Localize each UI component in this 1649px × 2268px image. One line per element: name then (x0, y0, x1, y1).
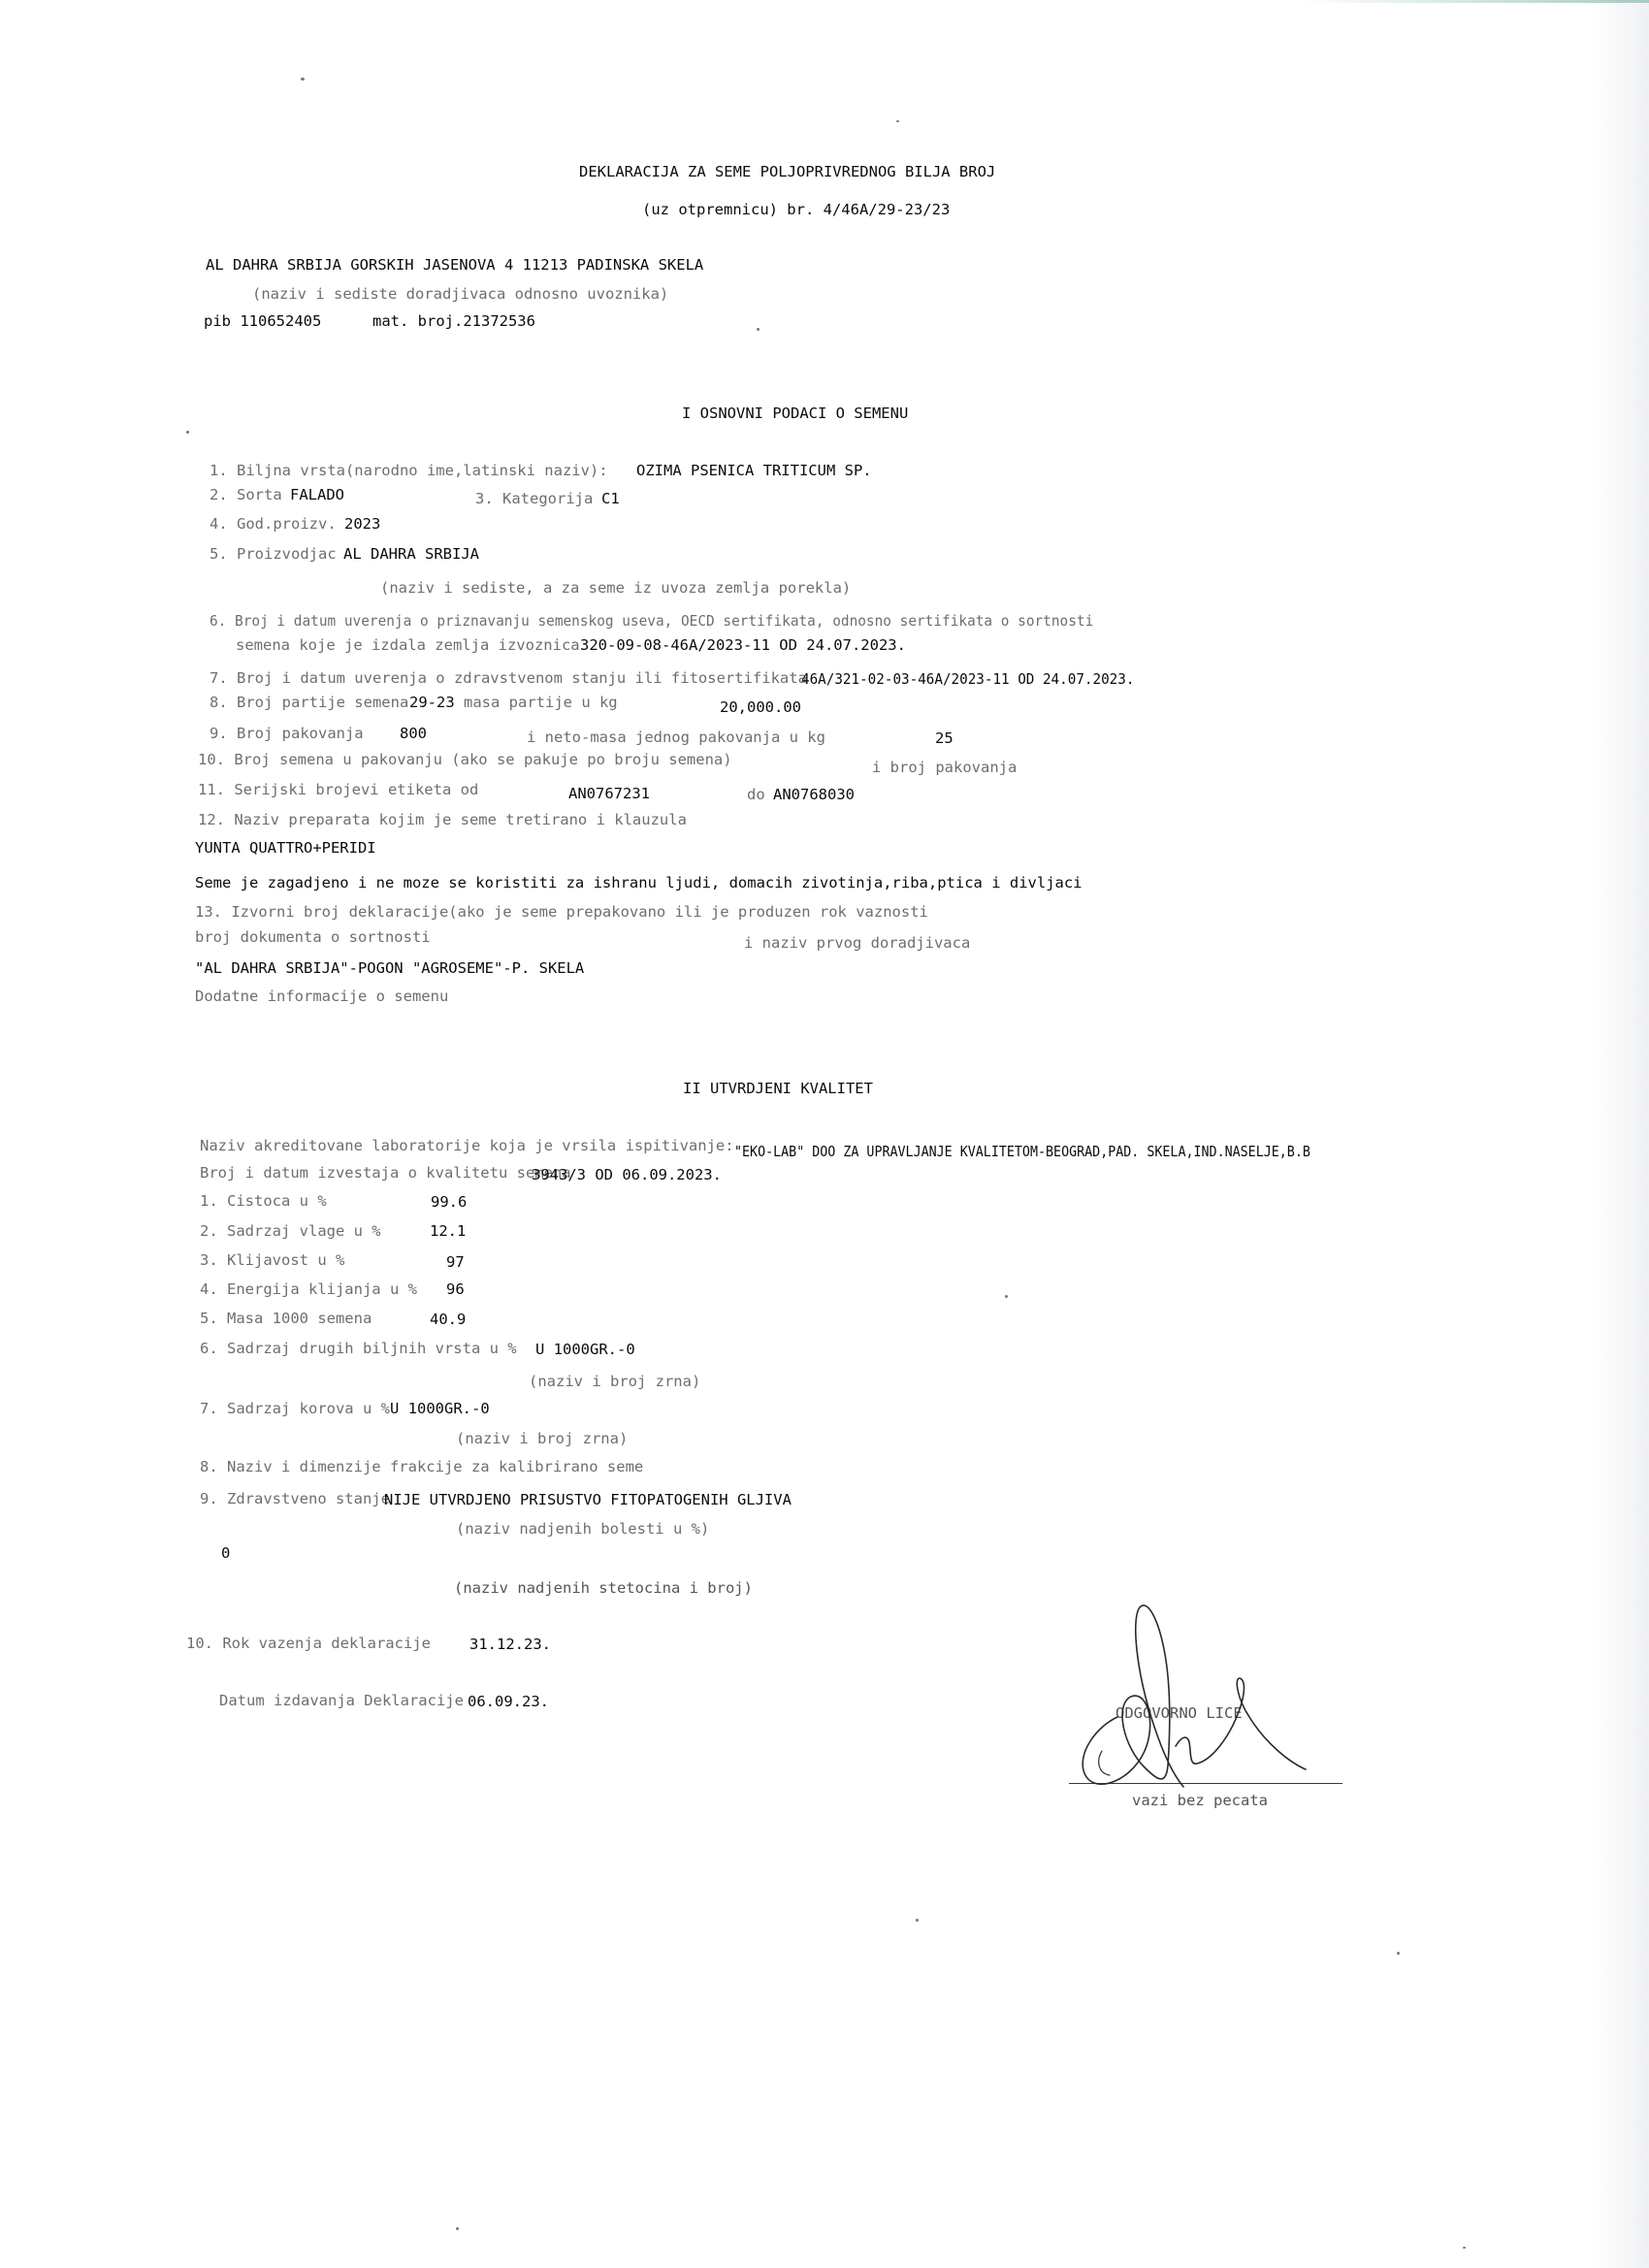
item-7-value: 46A/321-02-03-46A/2023-11 OD 24.07.2023. (801, 670, 1135, 688)
quality-2-label: 2. Sadrzaj vlage u % (200, 1222, 381, 1240)
item-11-label: 11. Serijski brojevi etiketa od (198, 781, 479, 798)
item-10-label-2: i broj pakovanja (872, 759, 1018, 776)
item-1-label: 1. Biljna vrsta(narodno ime,latinski naziv): (210, 462, 608, 479)
lab-label: Naziv akreditovane laboratorije koja je vrsila ispitivanje: (200, 1137, 734, 1154)
item-9-neto-label: i neto-masa jednog pakovanja u kg (527, 729, 825, 746)
item-2-value: FALADO (290, 486, 344, 503)
section-2-title: II UTVRDJENI KVALITET (683, 1080, 873, 1097)
scan-speck (1397, 1952, 1400, 1955)
item-2-label: 2. Sorta (210, 486, 282, 503)
item-3-value: C1 (601, 490, 620, 507)
scan-speck (456, 2227, 459, 2230)
report-label: Broj i datum izvestaja o kvalitetu semena (200, 1164, 571, 1182)
item-5-caption: (naziv i sediste, a za seme iz uvoza zemlja porekla) (380, 579, 852, 597)
item-5-value: AL DAHRA SRBIJA (343, 545, 479, 563)
quality-2-value: 12.1 (430, 1222, 467, 1240)
document-subtitle: (uz otpremnicu) br. 4/46A/29-23/23 (642, 201, 951, 218)
item-4-label: 4. God.proizv. (210, 515, 337, 533)
lab-value: "EKO-LAB" DOO ZA UPRAVLJANJE KVALITETOM-BEOGRAD,PAD. SKELA,IND.NASELJE,B.B (734, 1143, 1310, 1160)
company-caption: (naziv i sediste doradjivaca odnosno uvoznika) (252, 285, 669, 303)
item-1-value: OZIMA PSENICA TRITICUM SP. (636, 462, 872, 479)
scan-top-edge (1300, 0, 1649, 3)
document-title: DEKLARACIJA ZA SEME POLJOPRIVREDNOG BILJA BROJ (579, 163, 996, 180)
item-11-from: AN0767231 (568, 785, 650, 802)
item-4-value: 2023 (344, 515, 381, 533)
quality-7-label: 7. Sadrzaj korova u % (200, 1400, 390, 1417)
responsible-person-label: ODGOVORNO LICE (1116, 1704, 1243, 1722)
scan-speck (186, 431, 189, 434)
item-5-label: 5. Proizvodjac (210, 545, 337, 563)
item-13-line-2-a: broj dokumenta o sortnosti (195, 928, 431, 946)
item-6-value: 320-09-08-46A/2023-11 OD 24.07.2023. (580, 636, 906, 654)
issue-date-value: 06.09.23. (468, 1693, 549, 1710)
quality-9-value: NIJE UTVRDJENO PRISUSTVO FITOPATOGENIH GLJIVA (384, 1491, 792, 1508)
quality-10-label: 10. Rok vazenja deklaracije (186, 1635, 431, 1652)
item-8-label: 8. Broj partije semena (210, 694, 409, 711)
quality-6-value: U 1000GR.-0 (535, 1341, 635, 1358)
quality-6-caption: (naziv i broj zrna) (529, 1373, 701, 1390)
handwritten-signature (1067, 1581, 1348, 1795)
report-value: 3943/3 OD 06.09.2023. (532, 1166, 722, 1183)
item-8-masa-value: 20,000.00 (720, 698, 801, 716)
scan-shadow-edge (1591, 0, 1649, 2268)
item-12-value: YUNTA QUATTRO+PERIDI (195, 839, 376, 857)
item-10-label: 10. Broj semena u pakovanju (ako se pakuje po broju semena) (198, 751, 732, 768)
quality-9-caption: (naziv nadjenih bolesti u %) (456, 1520, 710, 1538)
quality-3-label: 3. Klijavost u % (200, 1251, 345, 1269)
signature-note: vazi bez pecata (1132, 1792, 1268, 1809)
quality-4-label: 4. Energija klijanja u % (200, 1280, 417, 1298)
item-11-to: AN0768030 (773, 786, 855, 803)
item-3-label: 3. Kategorija (475, 490, 594, 507)
quality-7-value: U 1000GR.-0 (390, 1400, 490, 1417)
item-6-line-2-label: semena koje je izdala zemlja izvoznica (236, 636, 580, 654)
quality-1-label: 1. Cistoca u % (200, 1192, 327, 1210)
company-mat-broj: mat. broj.21372536 (372, 312, 535, 330)
quality-5-value: 40.9 (430, 1311, 467, 1328)
quality-3-value: 97 (446, 1253, 465, 1271)
quality-10-value: 31.12.23. (469, 1636, 551, 1653)
item-6-line-1: 6. Broj i datum uverenja o priznavanju semenskog useva, OECD sertifikata, odnosno sertifikata o sortnosti (210, 612, 1094, 630)
quality-5-label: 5. Masa 1000 semena (200, 1310, 372, 1327)
quality-1-value: 99.6 (431, 1193, 468, 1211)
pests-value: 0 (221, 1544, 231, 1562)
item-8-partija: 29-23 (409, 694, 455, 711)
item-9-label: 9. Broj pakovanja (210, 725, 364, 742)
scan-speck (1463, 2247, 1466, 2249)
item-11-to-label: do (747, 786, 765, 803)
extra-info-label: Dodatne informacije o semenu (195, 988, 449, 1005)
item-8-masa-label: masa partije u kg (464, 694, 618, 711)
scan-speck (757, 328, 760, 331)
section-1-title: I OSNOVNI PODACI O SEMENU (682, 405, 909, 422)
quality-9-label: 9. Zdravstveno stanje (200, 1490, 390, 1507)
company-name-address: AL DAHRA SRBIJA GORSKIH JASENOVA 4 11213 PADINSKA SKELA (206, 256, 704, 274)
quality-7-caption: (naziv i broj zrna) (456, 1430, 629, 1447)
item-7-label: 7. Broj i datum uverenja o zdravstvenom stanju ili fitosertifikata (210, 669, 807, 687)
item-9-value: 800 (400, 725, 427, 742)
scan-speck (896, 120, 899, 122)
item-13-value: "AL DAHRA SRBIJA"-POGON "AGROSEME"-P. SKELA (195, 959, 585, 977)
pests-caption: (naziv nadjenih stetocina i broj) (454, 1579, 753, 1597)
scan-speck (916, 1919, 919, 1922)
scan-speck (301, 78, 305, 81)
quality-8-label: 8. Naziv i dimenzije frakcije za kalibrirano seme (200, 1458, 644, 1475)
scan-speck (1005, 1295, 1008, 1298)
item-13-line-2-b: i naziv prvog doradjivaca (744, 934, 971, 952)
quality-6-label: 6. Sadrzaj drugih biljnih vrsta u % (200, 1340, 517, 1357)
issue-date-label: Datum izdavanja Deklaracije (219, 1692, 464, 1709)
item-9-neto-value: 25 (935, 729, 954, 747)
company-pib: pib 110652405 (204, 312, 322, 330)
feed-warning: Seme je zagadjeno i ne moze se koristiti za ishranu ljudi, domacih zivotinja,riba,ptica i divljaci (195, 874, 1083, 891)
quality-4-value: 96 (446, 1280, 465, 1298)
item-13-line-1: 13. Izvorni broj deklaracije(ako je seme prepakovano ili je produzen rok vaznosti (195, 903, 928, 921)
item-12-label: 12. Naziv preparata kojim je seme tretirano i klauzula (198, 811, 687, 828)
